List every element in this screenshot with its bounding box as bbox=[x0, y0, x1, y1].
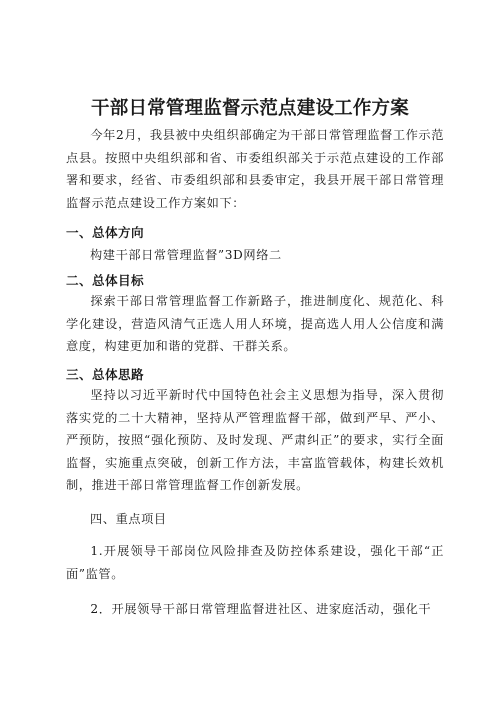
section-body-goals: 探索干部日常管理监督工作新路子，推进制度化、规范化、科学化建设，营造风清气正选人用人环境，提高选人用人公信度和满意度，构建更加和谐的党群、干群关系。 bbox=[66, 294, 444, 354]
section-body-approach: 坚持以习近平新时代中国特色社会主义思想为指导，深入贯彻落实党的二十大精神，坚持从严管理监督干部，做到严早、严小、严预防，按照“强化预防、及时发现、严肃纠正”的要求，实行全面监督，实施重点突破，创新工作方法，丰富监管载体，构建长效机制，推进干部日常管理监督工作创新发展。 bbox=[66, 388, 444, 493]
section-body-direction: 构建干部日常管理监督”3D网络二 bbox=[90, 248, 282, 262]
key-project-item-2: 2．开展领导干部日常管理监督进社区、进家庭活动，强化干 bbox=[90, 602, 432, 616]
intro-paragraph: 今年2月，我县被中央组织部确定为干部日常管理监督工作示范点县。按照中央组织部和省、市委组织部关于示范点建设的工作部署和要求，经省、市委组织部和县委审定，我县开展干部日常管理监督示范点建设工作方案如下： bbox=[66, 128, 445, 210]
section-heading-direction: 一、总体方向 bbox=[66, 225, 144, 240]
section-heading-approach: 三、总体思路 bbox=[66, 367, 144, 382]
key-project-item-1: 1.开展领导干部岗位风险排查及防控体系建设，强化干部“正面”监管。 bbox=[66, 544, 444, 581]
document-title: 干部日常管理监督示范点建设工作方案 bbox=[91, 98, 409, 119]
section-heading-goals: 二、总体目标 bbox=[66, 273, 144, 288]
section-heading-key-projects: 四、重点项目 bbox=[90, 512, 167, 526]
